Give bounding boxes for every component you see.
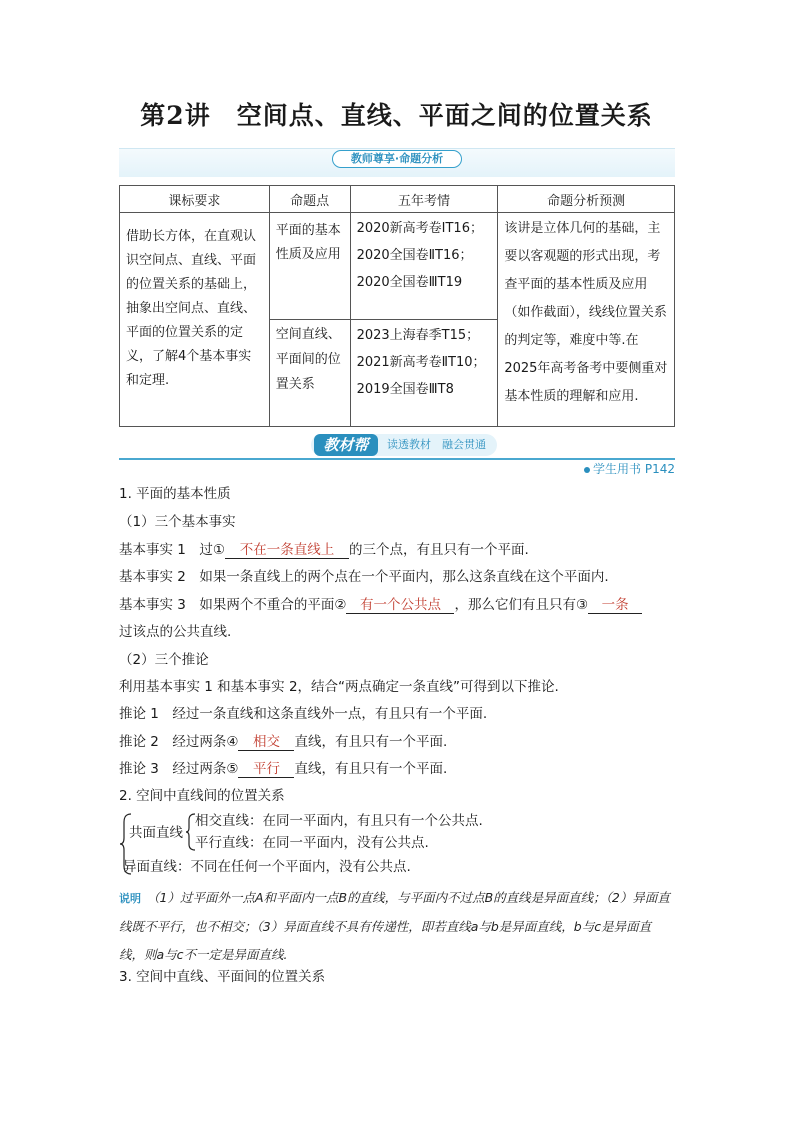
table-header-row — [120, 186, 675, 213]
banner-tag: 教师尊享·命题分析 — [332, 150, 462, 168]
analysis-cell: 该讲是立体几何的基础，主要以客观题的形式出现，考查平面的基本性质及应用（如作截面），线线位置关系的判定等，难度中等.在2025年高考备考中要侧重对基本性质的理解和应用. — [498, 213, 675, 427]
answer-blank: 不在一条直线上 — [225, 542, 349, 559]
section-badge: 教材帮 — [314, 434, 378, 456]
corollary-1: 推论 1 经过一条直线和这条直线外一点，有且只有一个平面. — [119, 706, 488, 722]
table-row — [120, 213, 675, 320]
section-heading: 3. 空间中直线、平面间的位置关系 — [119, 969, 326, 985]
curriculum-table — [119, 185, 675, 427]
fact-1: 基本事实 1 过① 不在一条直线上 的三个点，有且只有一个平面. — [119, 542, 529, 558]
corollary-intro: 利用基本事实 1 和基本事实 2，结合“两点确定一条直线”可得到以下推论. — [119, 679, 559, 695]
answer-blank: 相交 — [238, 734, 294, 751]
fact-3-cont: 过该点的公共直线. — [119, 624, 232, 640]
note-label: 说明 — [119, 892, 141, 905]
answer-blank: 有一个公共点 — [346, 597, 454, 614]
page-title: 第2讲 空间点、直线、平面之间的位置关系 — [140, 101, 653, 130]
point-cell: 平面的基本性质及应用 — [269, 213, 350, 320]
section-banner — [119, 432, 675, 460]
corollary-2: 推论 2 经过两条④ 相交 直线，有且只有一个平面. — [119, 734, 448, 750]
section-heading: 1. 平面的基本性质 — [119, 486, 231, 502]
student-book-ref: 学生用书 P142 — [584, 460, 675, 477]
dot-icon — [584, 467, 590, 473]
answer-blank: 一条 — [588, 597, 642, 614]
fact-2: 基本事实 2 如果一条直线上的两个点在一个平面内，那么这条直线在这个平面内. — [119, 569, 609, 585]
table-header: 命题点 — [269, 186, 350, 213]
section-heading: 2. 空间中直线间的位置关系 — [119, 788, 285, 804]
point-cell: 空间直线、平面间的位置关系 — [269, 320, 350, 427]
coplanar-label: 共面直线 — [129, 825, 183, 841]
exam-cell: 2020新高考卷ⅠT16；2020全国卷ⅡT16；2020全国卷ⅢT19 — [350, 213, 498, 320]
table-header: 五年考情 — [350, 186, 498, 213]
subheading: （2）三个推论 — [119, 652, 209, 668]
answer-blank: 平行 — [238, 761, 294, 778]
requirement-cell: 借助长方体，在直观认识空间点、直线、平面的位置关系的基础上，抽象出空间点、直线、平面的位置关系的定义，了解4个基本事实和定理. — [120, 213, 270, 427]
table-header: 命题分析预测 — [498, 186, 675, 213]
table-header: 课标要求 — [120, 186, 270, 213]
subheading: （1）三个基本事实 — [119, 514, 236, 530]
note-box: 说明 （1）过平面外一点A和平面内一点B的直线，与平面内不过点B的直线是异面直线；（2）异面直线既不平行，也不相交；（3）异面直线不具有传递性，即若直线a与b是异面直线，b与c是异面直线，则a与c不一定是异面直线. — [119, 890, 670, 962]
exam-cell: 2023上海春季T15；2021新高考卷ⅡT10；2019全国卷ⅢT8 — [350, 320, 498, 427]
corollary-3: 推论 3 经过两条⑤ 平行 直线，有且只有一个平面. — [119, 761, 448, 777]
fact-3: 基本事实 3 如果两个不重合的平面② 有一个公共点 ，那么它们有且只有③ 一条 — [119, 596, 642, 614]
teacher-banner — [119, 148, 675, 177]
section-subtitle: 读透教材 融会贯通 — [387, 438, 486, 451]
skew-lines: 异面直线：不同在任何一个平面内，没有公共点. — [123, 859, 411, 875]
intersecting-lines: 相交直线：在同一平面内，有且只有一个公共点. — [195, 813, 483, 829]
parallel-lines: 平行直线：在同一平面内，没有公共点. — [195, 835, 429, 851]
